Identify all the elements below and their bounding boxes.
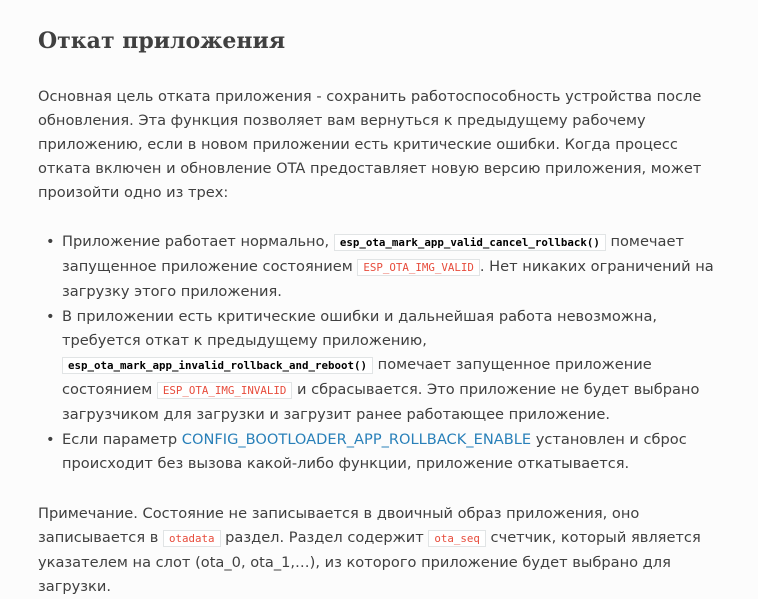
list-item — [62, 428, 730, 476]
item-text: Если параметр — [62, 430, 182, 448]
section-heading: Откат приложения — [38, 28, 286, 54]
function-code: esp_ota_mark_app_invalid_rollback_and_reboot() — [62, 357, 373, 374]
note-text: раздел. Раздел содержит — [220, 529, 429, 547]
note-paragraph — [38, 502, 730, 599]
item-text: установлен и сброс происходит без вызова какой-либо функции, приложение откатывается. — [62, 430, 687, 472]
item-text: . Нет никаких ограничений на загрузку этого приложения. — [62, 258, 714, 301]
note-text: счетчик, который является указателем на слот (ota_0, ota_1,…), из которого приложение будет выбрано для загрузки. — [38, 529, 701, 596]
item-text: и сбрасывается. Это приложение не будет выбрано загрузчиком для загрузки и загрузит ранее работающее приложение. — [62, 381, 700, 424]
item-text: Приложение работает нормально, — [62, 233, 334, 250]
note-text: Примечание. Состояние не записывается в двоичный образ приложения, оно записывается в — [38, 505, 640, 547]
partition-code: otadata — [163, 530, 221, 547]
intro-paragraph: Основная цель отката приложения - сохранить работоспособность устройства после обновления. Эта функция позволяет вам вернуться к предыдущему рабочему приложению, если в новом приложении есть критические ошибки. Когда процесс отката включен и обновление OTA предоставляет новую версию приложения, может произойти одно из трех: — [38, 88, 702, 201]
state-code: ESP_OTA_IMG_INVALID — [157, 382, 293, 399]
item-text: помечает запущенное приложение состоянием — [62, 233, 684, 276]
outcome-list — [38, 230, 730, 476]
state-code: ESP_OTA_IMG_VALID — [357, 259, 480, 276]
item-text: помечает запущенное приложение состоянием — [62, 356, 652, 399]
list-item — [62, 305, 730, 428]
list-item — [62, 230, 730, 305]
counter-code: ota_seq — [428, 530, 486, 547]
config-link[interactable]: CONFIG_BOOTLOADER_APP_ROLLBACK_ENABLE — [181, 430, 532, 448]
item-text: В приложении есть критические ошибки и дальнейшая работа невозможна, требуется откат к предыдущему приложению, — [62, 307, 658, 349]
function-code: esp_ota_mark_app_valid_cancel_rollback() — [334, 234, 606, 251]
